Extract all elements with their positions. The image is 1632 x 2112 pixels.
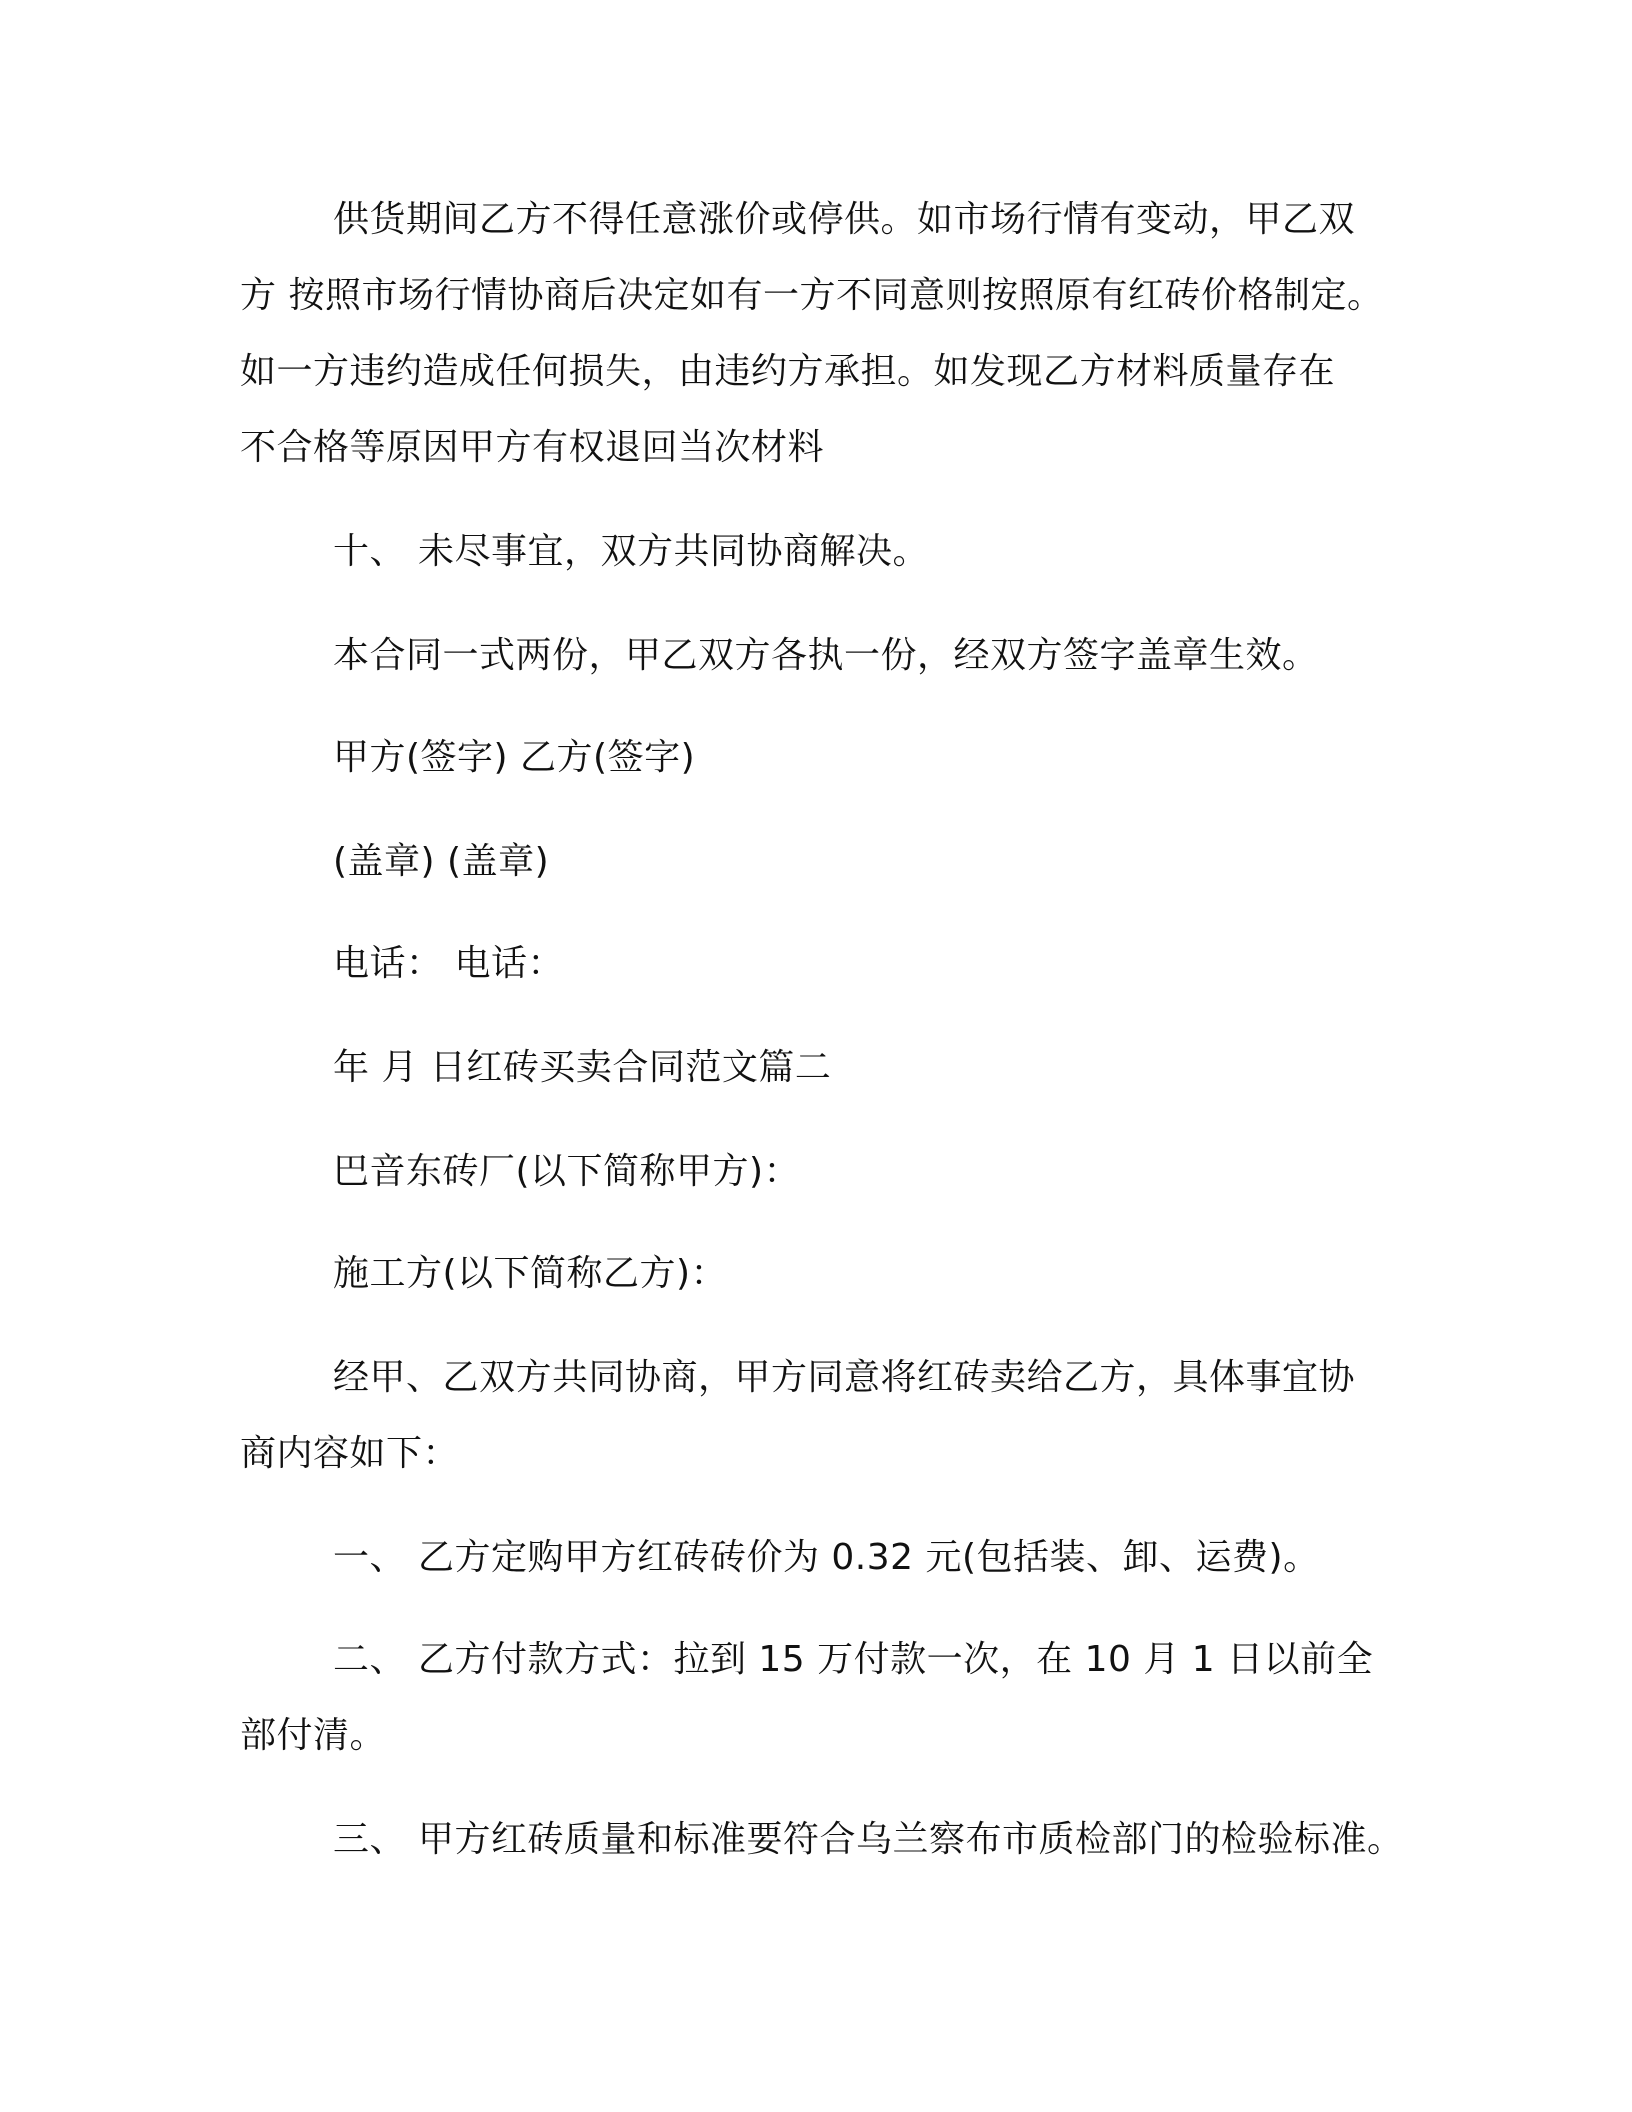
- clause-three: 三、 甲方红砖质量和标准要符合乌兰察布市质检部门的检验标准。: [333, 1819, 1404, 1860]
- clause-one: 一、 乙方定购甲方红砖砖价为 0.32 元(包括装、卸、运费)。: [333, 1537, 1320, 1578]
- contract-copies-statement: 本合同一式两份，甲乙双方各执一份，经双方签字盖章生效。: [333, 635, 1319, 676]
- paragraph-supply-period-line-4: 不合格等原因甲方有权退回当次材料: [240, 427, 825, 468]
- paragraph-supply-period-line-1: 供货期间乙方不得任意涨价或停供。如市场行情有变动，甲乙双: [333, 199, 1356, 240]
- agreement-intro-line-1: 经甲、乙双方共同协商，甲方同意将红砖卖给乙方，具体事宜协: [333, 1357, 1356, 1398]
- signature-line: 甲方(签字) 乙方(签字): [333, 737, 696, 778]
- phone-line: 电话： 电话：: [333, 943, 564, 984]
- paragraph-supply-period-line-2: 方 按照市场行情协商后决定如有一方不同意则按照原有红砖价格制定。: [240, 275, 1384, 316]
- clause-two-line-2: 部付清。: [240, 1715, 387, 1756]
- agreement-intro-line-2: 商内容如下：: [240, 1433, 460, 1474]
- paragraph-supply-period-line-3: 如一方违约造成任何损失，由违约方承担。如发现乙方材料质量存在: [240, 351, 1336, 392]
- party-a-line: 巴音东砖厂(以下简称甲方)：: [333, 1151, 801, 1192]
- clause-ten: 十、 未尽事宜，双方共同协商解决。: [333, 531, 929, 572]
- date-and-section-title: 年 月 日红砖买卖合同范文篇二: [333, 1047, 832, 1088]
- clause-two-line-1: 二、 乙方付款方式：拉到 15 万付款一次，在 10 月 1 日以前全: [333, 1639, 1374, 1680]
- seal-line: (盖章) (盖章): [333, 841, 550, 882]
- party-b-line: 施工方(以下简称乙方)：: [333, 1253, 728, 1294]
